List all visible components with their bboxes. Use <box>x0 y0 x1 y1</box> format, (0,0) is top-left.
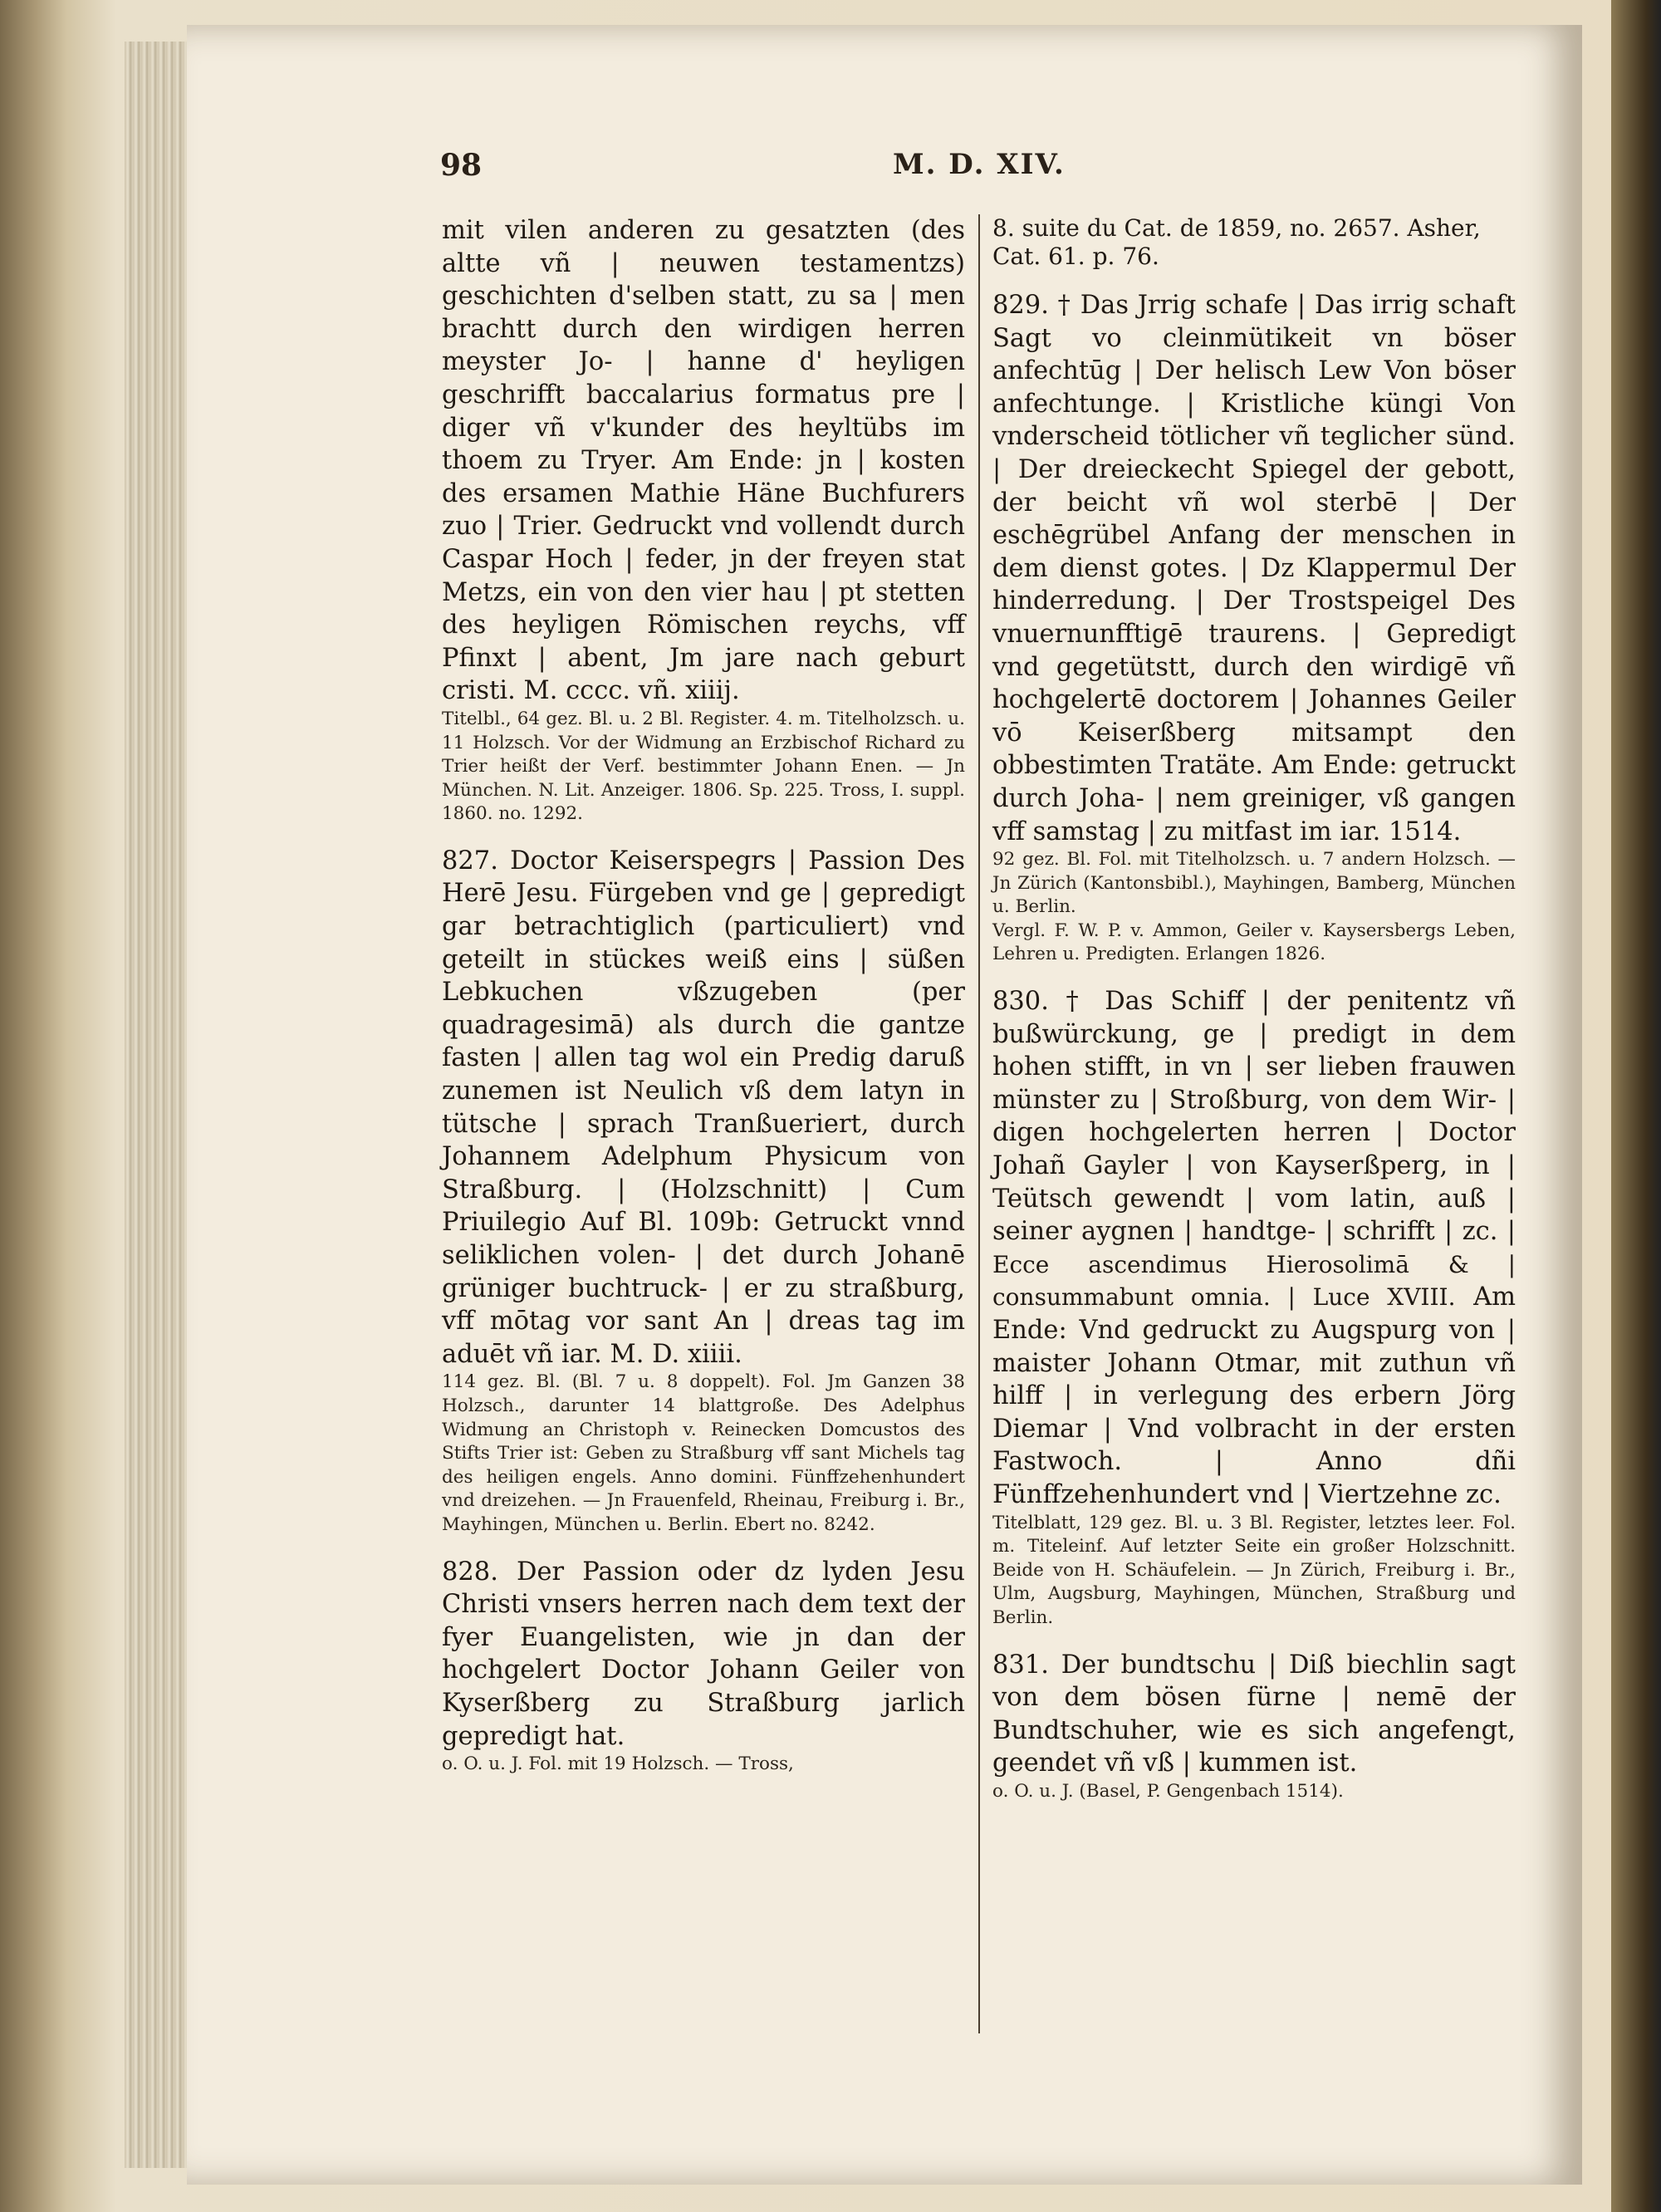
entry-text-part: 830. † Das Schiff | der penitentz vñ bußwürckung, ge | predigt in dem hohen stifft, in vn | ser lieben frauwen münster zu | Stroßburg, von dem Wir- | digen hochgelerten herren | Doctor Johañ Gayler | von Kayserßperg, in | Teütsch gewendt | vom latin, auß | seiner aygnen | handtge- | schrifft | zc. | <box>992 987 1516 1247</box>
entry-latin-note: 8. suite du Cat. de 1859, no. 2657. Asher, Cat. 61. p. 76. <box>992 214 1481 270</box>
entry-text: 829. † Das Jrrig schafe | Das irrig schaft Sagt vo cleinmütikeit vn böser anfechtūg | Der helisch Lew Von böser anfechtunge. | Kristliche küngi Von vnderscheid tötlicher vñ teglicher sünd. | Der dreieckecht Spiegel der gebott, der beicht vñ wol sterbē | Der eschēgrübel Anfang der menschen in dem dienst gotes. | Dz Klappermul Der hinderredung. | Der Trostspeigel Des vnuernunfftigē traurens. | Gepredigt vnd gegetütstt, durch den wirdigē vñ hochgelertē doctorem | Johannes Geiler vō Keiserßberg mitsampt den obbestimten Tratäte. Am Ende: getruckt durch Joha- | nem greiniger, vß gangen vff samstag | zu mitfast im iar. 1514. <box>992 291 1516 846</box>
entry-text: 828. Der Passion oder dz lyden Jesu Christi vnsers herren nach dem text der fyer Euangelisten, wie jn dan der hochgelert Doctor Johann Geiler von Kyserßberg zu Straßburg jarlich gepredigt hat. <box>442 1557 965 1751</box>
entry-828-continued <box>992 214 1516 271</box>
entry-note-secondary: Vergl. F. W. P. v. Ammon, Geiler v. Kaysersbergs Leben, Lehren u. Predigten. Erlangen 1826. <box>992 920 1516 965</box>
left-column <box>442 214 965 1795</box>
entry-note: o. O. u. J. (Basel, P. Gengenbach 1514). <box>992 1780 1344 1802</box>
entry-830 <box>992 985 1516 1630</box>
column-divider <box>978 214 980 2033</box>
entry-text: mit vilen anderen zu gesatzten (des altte vñ | neuwen testamentzs) geschichten d'selben statt, zu sa | men brachtt durch den wirdigen herren meyster Jo- | hanne d' heyligen geschrifft baccalarius formatus pre | diger vñ v'kunder des heyltübs im thoem zu Tryer. Am Ende: jn | kosten des ersamen Mathie Häne Buchfurers zuo | Trier. Gedruckt vnd vollendt durch Caspar Hoch | feder, jn der freyen stat Metzs, ein von den vier hau | pt stetten des heyligen Römischen reychs, vff Pfinxt | abent, Jm jare nach geburt cristi. M. cccc. vñ. xiiij. <box>442 216 965 706</box>
entry-note: 114 gez. Bl. (Bl. 7 u. 8 doppelt). Fol. Jm Ganzen 38 Holzsch., darunter 14 blattgroße. Des Adelphus Widmung an Christoph v. Reinecken Domcustos des Stifts Trier ist: Geben zu Straßburg vff sant Michels tag des heiligen engels. Anno domini. Fünffzehenhundert vnd dreizehen. — Jn Frauenfeld, Rheinau, Freiburg i. Br., Mayhingen, München u. Berlin. Ebert no. 8242. <box>442 1371 965 1535</box>
book-spine-shadow <box>1611 0 1661 2212</box>
entry-831 <box>992 1649 1516 1804</box>
page-number: 98 <box>440 148 483 183</box>
entry-828 <box>442 1556 965 1777</box>
entry-text: 831. Der bundtschu | Diß biechlin sagt von dem bösen fürne | nemē der Bundtschuher, wie es sich angefengt, geendet vñ vß | kummen ist. <box>992 1650 1516 1778</box>
running-head: M. D. XIV. <box>893 148 1066 181</box>
entry-827 <box>442 845 965 1538</box>
right-column <box>992 214 1516 1822</box>
entry-829 <box>992 289 1516 967</box>
entry-826-continued <box>442 214 965 826</box>
entry-text <box>992 985 1516 1512</box>
entry-note: 92 gez. Bl. Fol. mit Titelholzsch. u. 7 andern Holzsch. — Jn Zürich (Kantonsbibl.), Mayhingen, Bamberg, München u. Berlin. <box>992 849 1516 918</box>
entry-note: o. O. u. J. Fol. mit 19 Holzsch. — Tross, <box>442 1753 794 1775</box>
entry-note: Titelblatt, 129 gez. Bl. u. 3 Bl. Register, letztes leer. Fol. m. Titeleinf. Auf letzter Seite ein großer Holzschnitt. Beide von H. Schäufelein. — Jn Zürich, Freiburg i. Br., Ulm, Augsburg, Mayhingen, München, Straßburg und Berlin. <box>992 1512 1516 1628</box>
entry-latin-text: Ecce ascendimus Hierosolimā & | consummabunt omnia. | Luce XVIII. <box>992 1250 1516 1312</box>
page-header <box>440 148 1495 198</box>
entry-note: Titelbl., 64 gez. Bl. u. 2 Bl. Register. 4. m. Titelholzsch. u. 11 Holzsch. Vor der Widmung an Erzbischof Richard zu Trier heißt der Verf. bestimmter Johann Enen. — Jn München. N. Lit. Anzeiger. 1806. Sp. 225. Tross, I. suppl. 1860. no. 1292. <box>442 708 965 825</box>
entry-text: 827. Doctor Keiserspegrs | Passion Des Herē Jesu. Fürgeben vnd ge | gepredigt gar betrachtiglich (particuliert) vnd geteilt in stückes weiß eins | süßen Lebkuchen vßzugeben (per quadragesimā) als durch die gantze fasten | allen tag wol ein Predig daruß zunemen ist Neulich vß dem latyn in tütsche | sprach Tranßueriert, durch Johannem Adelphum Physicum von Straßburg. | (Holzschnitt) | Cum Priuilegio Auf Bl. 109b: Getruckt vnnd seliklichen volen- | det durch Johanē grüniger buchtruck- | er zu straßburg, vff mōtag vor sant An | dreas tag im aduēt vñ iar. M. D. xiiii. <box>442 846 965 1369</box>
entry-text-part: Am Ende: Vnd gedruckt zu Augspurg von | maister Johann Otmar, mit zuthun vñ hilff | in verlegung des erbern Jörg Diemar | Vnd volbracht in der ersten Fastwoch. | Anno dñi Fünffzehenhundert vnd | Viertzehne zc. <box>992 1283 1516 1509</box>
